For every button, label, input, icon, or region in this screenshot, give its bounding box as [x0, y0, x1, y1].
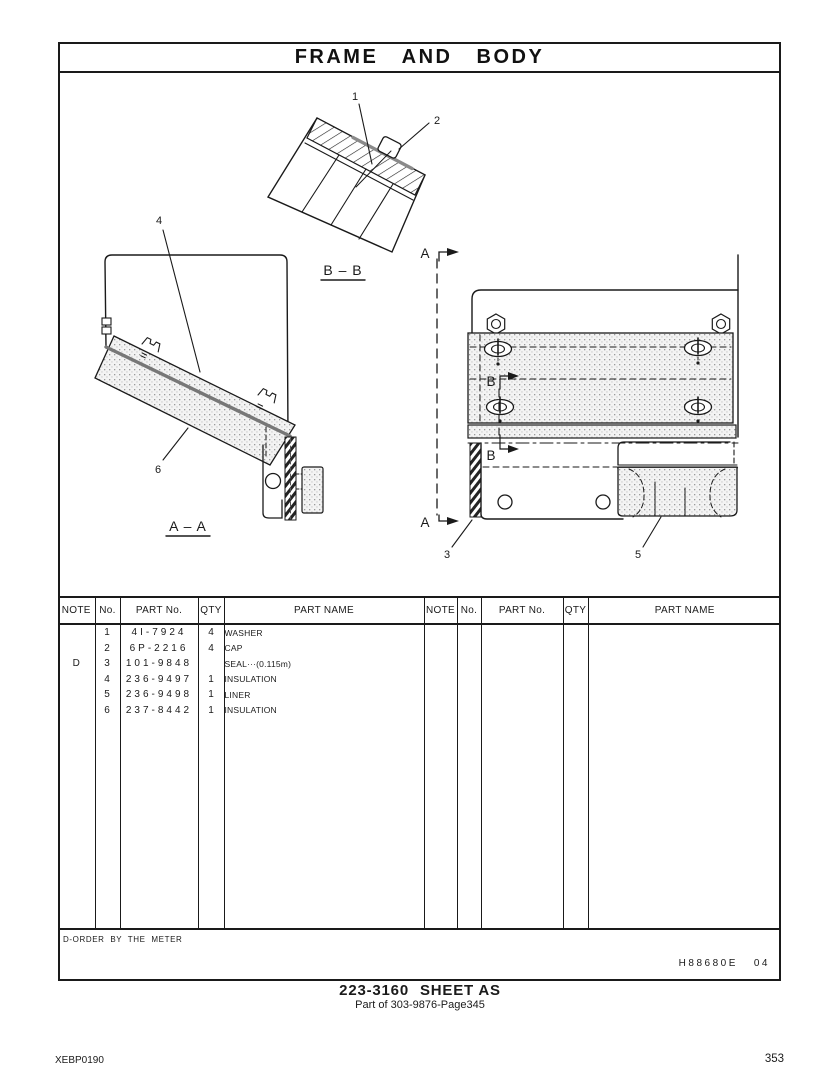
- drawing-number: H88680E: [678, 958, 738, 969]
- table-row: [58, 656, 781, 672]
- form-code: XEBP0190: [55, 1055, 104, 1066]
- cell-note: [58, 672, 95, 688]
- cut-label-b-bottom: B: [486, 448, 496, 463]
- bolt-hole: [266, 474, 281, 489]
- cell-qty: 1: [198, 672, 224, 688]
- cell-part-no: 236-9498: [120, 687, 198, 703]
- callout-5: 5: [634, 549, 642, 561]
- cut-label-a-bottom: A: [420, 515, 430, 530]
- cell-part-name: SEAL···(0.115m): [224, 656, 424, 672]
- insulation-block: [302, 467, 323, 513]
- cell-no: 4: [95, 672, 120, 688]
- col-no-right: No.: [457, 597, 481, 624]
- sheet-parent-ref: Part of 303-9876-Page345: [355, 999, 485, 1011]
- callout-3: 3: [443, 549, 451, 561]
- cell-part-name: CAP: [224, 641, 424, 657]
- cell-no: 1: [95, 624, 120, 641]
- cell-note: [58, 641, 95, 657]
- callout-6: 6: [154, 464, 162, 476]
- hex-nut: [487, 314, 504, 334]
- col-partname-right: PART NAME: [588, 597, 781, 624]
- cut-label-b-top: B: [486, 374, 496, 389]
- front-view: [420, 246, 738, 561]
- sheet-number: 223-3160: [339, 982, 409, 999]
- cell-no: 3: [95, 656, 120, 672]
- cut-line-a: [420, 246, 459, 530]
- seal-strip: [470, 443, 481, 517]
- cell-note: D: [72, 658, 80, 670]
- table-header-row: [58, 597, 781, 624]
- liner-block: [618, 442, 737, 517]
- cell-qty: [198, 656, 224, 672]
- cell-no: 6: [95, 703, 120, 719]
- col-qty-right: QTY: [563, 597, 588, 624]
- cell-no: 2: [95, 641, 120, 657]
- page-number: 353: [764, 1053, 784, 1065]
- insulation-strip: [468, 425, 736, 438]
- edge-bracket-tab: [102, 327, 111, 334]
- leader-4: [163, 230, 200, 372]
- col-note-right: NOTE: [424, 597, 457, 624]
- leader-5: [643, 517, 661, 547]
- col-partname-left: PART NAME: [224, 597, 424, 624]
- col-partno-right: PART No.: [481, 597, 563, 624]
- callout-4: 4: [155, 215, 163, 227]
- col-partno-left: PART No.: [120, 597, 198, 624]
- cell-part-no: 101-9848: [120, 656, 198, 672]
- cell-note: [58, 687, 95, 703]
- cell-qty: 1: [198, 703, 224, 719]
- parts-table: [58, 596, 781, 930]
- parts-diagram: [58, 73, 781, 596]
- callout-1: 1: [351, 91, 359, 103]
- order-note: D-ORDER BY THE METER: [63, 935, 183, 944]
- cell-note: [58, 703, 95, 719]
- cell-qty: 4: [198, 624, 224, 641]
- table-row: [58, 703, 781, 719]
- bolt-hole: [596, 495, 610, 509]
- table-row: [58, 641, 781, 657]
- table-row: [58, 624, 781, 641]
- section-a-a-view: [95, 215, 323, 536]
- leader-6: [163, 428, 188, 460]
- edge-bracket-tab: [102, 318, 111, 325]
- table-row: [58, 672, 781, 688]
- cell-qty: 4: [198, 641, 224, 657]
- col-qty-left: QTY: [198, 597, 224, 624]
- cell-part-no: 236-9497: [120, 672, 198, 688]
- leader-3: [452, 520, 472, 547]
- cell-qty: 1: [198, 687, 224, 703]
- bolt-hole: [498, 495, 512, 509]
- cell-part-no: 6P-2216: [120, 641, 198, 657]
- table-filler-row: [58, 718, 781, 929]
- col-note-left: NOTE: [58, 597, 95, 624]
- section-label-bb: B – B: [323, 262, 363, 278]
- page-title: FRAME AND BODY: [294, 46, 545, 68]
- hex-nut: [712, 314, 729, 334]
- cell-part-no: 4I-7924: [120, 624, 198, 641]
- cell-part-no: 237-8442: [120, 703, 198, 719]
- cell-part-name: INSULATION: [224, 703, 424, 719]
- sheet-suffix: SHEET AS: [419, 982, 501, 999]
- cut-label-a-top: A: [420, 246, 430, 261]
- section-label-aa: A – A: [169, 518, 207, 534]
- cell-no: 5: [95, 687, 120, 703]
- leader-2: [399, 123, 429, 149]
- cell-note: [58, 624, 95, 641]
- drawing-reference: [679, 958, 770, 969]
- cell-part-name: LINER: [224, 687, 424, 703]
- cell-part-name: INSULATION: [224, 672, 424, 688]
- cell-part-name: WASHER: [224, 624, 424, 641]
- section-b-b-view: [268, 91, 440, 280]
- title-band: [58, 42, 781, 73]
- col-no-left: No.: [95, 597, 120, 624]
- callout-2: 2: [433, 115, 441, 127]
- sheet-title: [0, 982, 840, 999]
- table-row: [58, 687, 781, 703]
- drawing-revision: 04: [753, 958, 770, 969]
